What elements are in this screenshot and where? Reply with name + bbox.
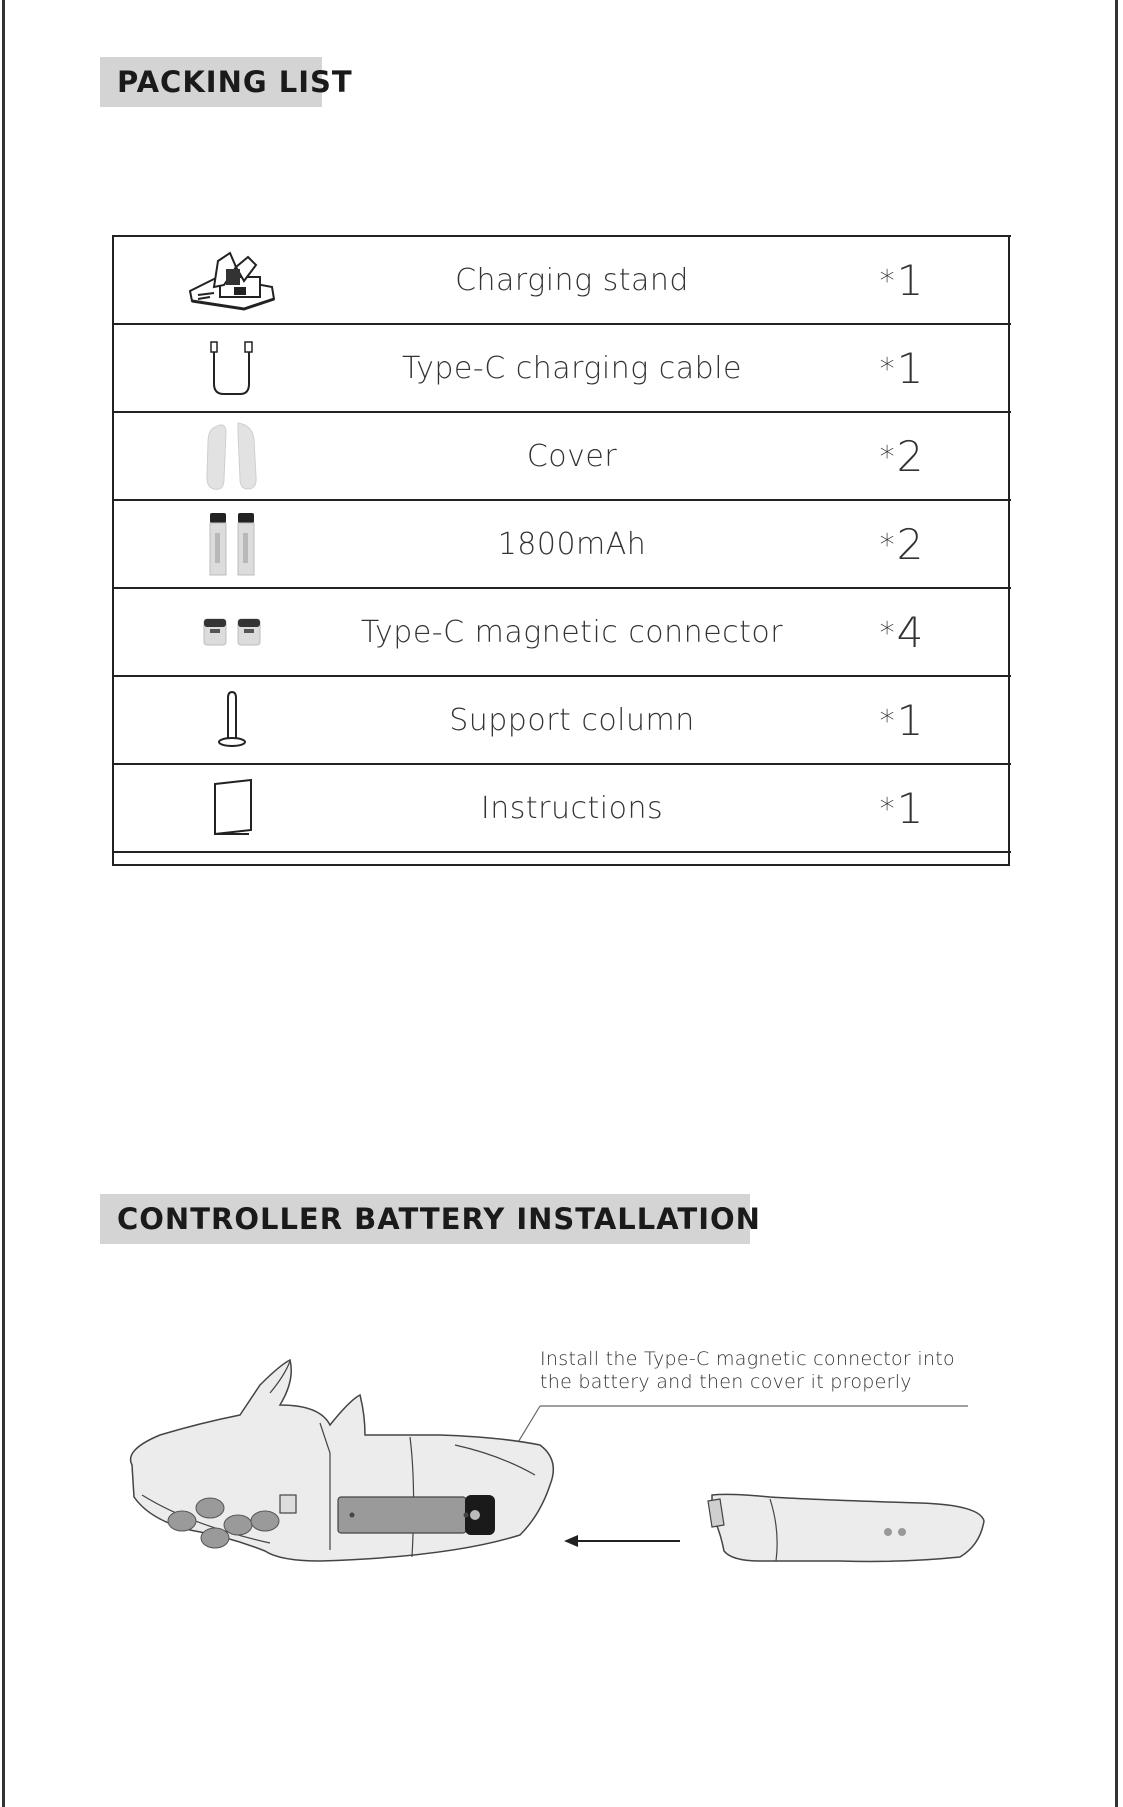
quantity-value: 4 bbox=[896, 607, 924, 657]
battery-installation-heading: CONTROLLER BATTERY INSTALLATION bbox=[100, 1194, 750, 1244]
table-row bbox=[112, 588, 1011, 676]
callout-line-2: the battery and then cover it properly bbox=[540, 1371, 912, 1393]
table-row bbox=[112, 324, 1011, 412]
instructions-booklet-icon bbox=[207, 778, 257, 838]
item-name: Support column bbox=[352, 676, 792, 764]
table-row bbox=[112, 676, 1011, 764]
item-name: Charging stand bbox=[352, 236, 792, 324]
quantity-prefix: * bbox=[879, 439, 895, 475]
quantity-value: 1 bbox=[896, 255, 924, 305]
item-name: 1800mAh bbox=[352, 500, 792, 588]
item-quantity bbox=[792, 324, 1011, 412]
table-row bbox=[112, 500, 1011, 588]
battery-installation-illustration bbox=[120, 1325, 1000, 1625]
support-column-icon bbox=[212, 690, 252, 750]
cover-icon bbox=[202, 419, 262, 493]
table-row bbox=[112, 412, 1011, 500]
item-quantity bbox=[792, 676, 1011, 764]
item-quantity bbox=[792, 412, 1011, 500]
item-name: Cover bbox=[352, 412, 792, 500]
quantity-prefix: * bbox=[879, 703, 895, 739]
packing-list-heading: PACKING LIST bbox=[100, 57, 322, 107]
cover-piece bbox=[708, 1494, 984, 1561]
quantity-prefix: * bbox=[879, 615, 895, 651]
insert-arrow bbox=[564, 1535, 680, 1547]
item-name: Type-C charging cable bbox=[352, 324, 792, 412]
page-border-right bbox=[1115, 0, 1118, 1807]
table-row bbox=[112, 764, 1011, 852]
item-name: Instructions bbox=[352, 764, 792, 852]
charging-stand-icon bbox=[184, 247, 280, 313]
item-quantity bbox=[792, 500, 1011, 588]
quantity-prefix: * bbox=[879, 791, 895, 827]
quantity-value: 2 bbox=[896, 431, 924, 481]
quantity-value: 1 bbox=[896, 343, 924, 393]
quantity-prefix: * bbox=[879, 351, 895, 387]
type-c-cable-icon bbox=[202, 338, 262, 398]
battery-icon bbox=[202, 511, 262, 577]
callout-line-1: Install the Type-C magnetic connector into bbox=[540, 1348, 955, 1370]
item-quantity bbox=[792, 588, 1011, 676]
controller-body bbox=[131, 1360, 554, 1561]
quantity-prefix: * bbox=[879, 263, 895, 299]
quantity-prefix: * bbox=[879, 527, 895, 563]
packing-list-table bbox=[112, 235, 1011, 853]
magnetic-connector-icon bbox=[200, 615, 264, 649]
quantity-value: 1 bbox=[896, 783, 924, 833]
item-quantity bbox=[792, 764, 1011, 852]
table-row bbox=[112, 236, 1011, 324]
item-quantity bbox=[792, 236, 1011, 324]
item-name: Type-C magnetic connector bbox=[352, 588, 792, 676]
quantity-value: 1 bbox=[896, 695, 924, 745]
page-border-left bbox=[2, 0, 5, 1807]
quantity-value: 2 bbox=[896, 519, 924, 569]
